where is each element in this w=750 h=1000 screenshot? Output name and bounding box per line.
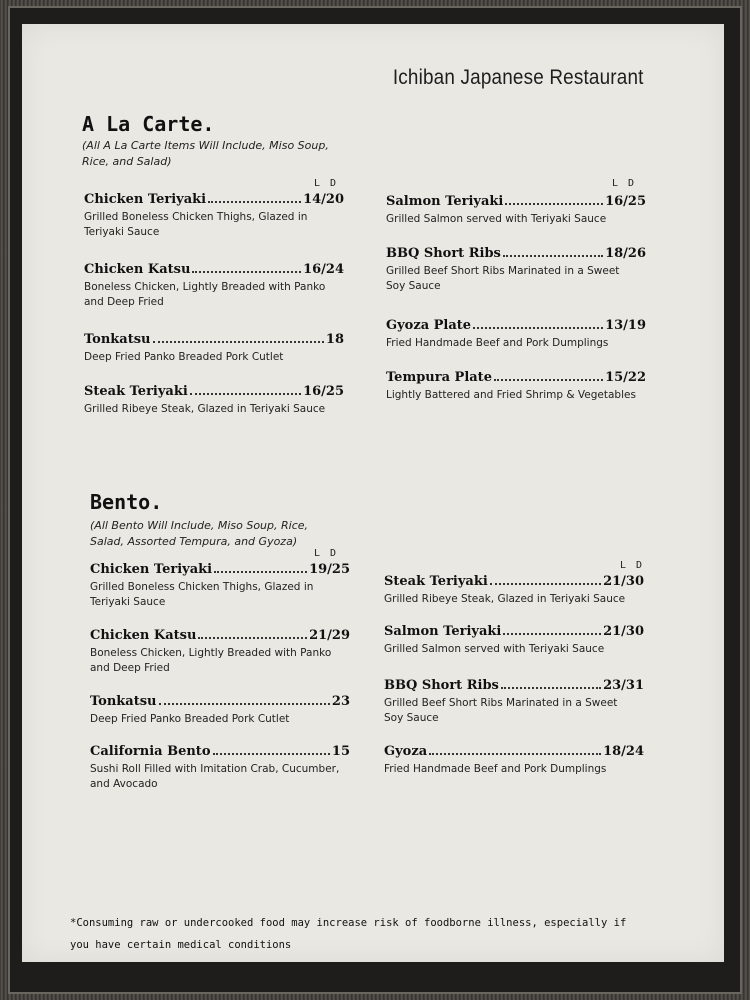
item-price: 21/30 <box>603 574 644 589</box>
menu-item <box>90 744 350 792</box>
item-description: Deep Fried Panko Breaded Pork Cutlet <box>90 713 290 725</box>
dot-leader <box>473 326 603 329</box>
bento-ld-left: L D <box>314 548 339 559</box>
item-description: Grilled Salmon served with Teriyaki Sauce <box>386 213 607 225</box>
menu-item <box>386 246 646 294</box>
item-name: Chicken Katsu <box>90 628 197 643</box>
dot-leader <box>505 202 603 205</box>
dot-leader <box>501 686 601 689</box>
dot-leader <box>208 200 301 203</box>
item-description: Fried Handmade Beef and Pork Dumplings <box>386 337 609 349</box>
item-price: 23/31 <box>603 678 644 693</box>
item-name: California Bento <box>90 744 211 759</box>
dot-leader <box>213 752 330 755</box>
item-name: Chicken Teriyaki <box>84 192 207 207</box>
bento-ld-right: L D <box>620 560 645 571</box>
item-description: Fried Handmade Beef and Pork Dumplings <box>384 763 607 775</box>
menu-item <box>384 744 644 777</box>
menu-item <box>90 628 350 676</box>
menu-item <box>386 194 646 227</box>
item-price: 23 <box>331 694 350 709</box>
dot-leader <box>214 570 307 573</box>
dot-leader <box>159 702 330 705</box>
menu-page <box>22 24 724 962</box>
item-description: Sushi Roll Filled with Imitation Crab, Cucumber, and Avocado <box>90 763 340 790</box>
menu-item <box>386 318 646 351</box>
item-price: 15/22 <box>605 370 646 385</box>
food-safety-disclaimer: *Consuming raw or undercooked food may increase risk of foodborne illness, especially if you have certain medical conditions <box>70 917 627 951</box>
dot-leader <box>192 270 301 273</box>
item-price: 16/25 <box>605 194 646 209</box>
item-name: Salmon Teriyaki <box>384 624 502 639</box>
item-name: Steak Teriyaki <box>384 574 488 589</box>
item-price: 19/25 <box>309 562 350 577</box>
item-description: Boneless Chicken, Lightly Breaded with Panko and Deep Fried <box>90 647 332 674</box>
menu-item <box>84 262 344 310</box>
item-description: Grilled Beef Short Ribs Marinated in a Sweet Soy Sauce <box>386 265 620 292</box>
item-description: Grilled Boneless Chicken Thighs, Glazed in Teriyaki Sauce <box>84 211 308 238</box>
ala-carte-ld-left: L D <box>314 178 339 189</box>
ala-carte-note: (All A La Carte Items Will Include, Miso Soup, Rice, and Salad) <box>82 139 329 168</box>
item-description: Grilled Ribeye Steak, Glazed in Teriyaki Sauce <box>384 593 626 605</box>
dot-leader <box>190 392 301 395</box>
item-name: BBQ Short Ribs <box>384 678 499 693</box>
item-price: 13/19 <box>605 318 646 333</box>
item-name: BBQ Short Ribs <box>386 246 501 261</box>
dot-leader <box>490 582 601 585</box>
item-name: Steak Teriyaki <box>84 384 188 399</box>
item-description: Grilled Boneless Chicken Thighs, Glazed in Teriyaki Sauce <box>90 581 314 608</box>
menu-item <box>84 384 344 417</box>
dot-leader <box>153 340 324 343</box>
item-name: Chicken Teriyaki <box>90 562 213 577</box>
item-name: Gyoza Plate <box>386 318 472 333</box>
item-description: Grilled Salmon served with Teriyaki Sauce <box>384 643 605 655</box>
dot-leader <box>494 378 603 381</box>
menu-item <box>386 370 646 403</box>
item-price: 15 <box>331 744 350 759</box>
item-name: Tonkatsu <box>90 694 157 709</box>
item-price: 18/24 <box>603 744 644 759</box>
item-description: Grilled Ribeye Steak, Glazed in Teriyaki Sauce <box>84 403 326 415</box>
ala-carte-title: A La Carte. <box>82 112 215 136</box>
item-description: Boneless Chicken, Lightly Breaded with Panko and Deep Fried <box>84 281 326 308</box>
restaurant-name: Ichiban Japanese Restaurant <box>393 66 644 89</box>
menu-item <box>84 192 344 240</box>
dot-leader <box>503 632 601 635</box>
item-name: Chicken Katsu <box>84 262 191 277</box>
item-name: Salmon Teriyaki <box>386 194 504 209</box>
menu-item <box>384 678 644 726</box>
dot-leader <box>429 752 601 755</box>
menu-item <box>384 624 644 657</box>
item-price: 21/30 <box>603 624 644 639</box>
item-name: Tempura Plate <box>386 370 492 385</box>
item-price: 16/25 <box>303 384 344 399</box>
item-description: Deep Fried Panko Breaded Pork Cutlet <box>84 351 284 363</box>
menu-item <box>90 694 350 727</box>
item-price: 21/29 <box>309 628 350 643</box>
item-description: Grilled Beef Short Ribs Marinated in a Sweet Soy Sauce <box>384 697 618 724</box>
menu-item <box>384 574 644 607</box>
dot-leader <box>198 636 307 639</box>
item-price: 16/24 <box>303 262 344 277</box>
dot-leader <box>503 254 603 257</box>
bento-note: (All Bento Will Include, Miso Soup, Rice, Salad, Assorted Tempura, and Gyoza) <box>90 519 309 548</box>
item-description: Lightly Battered and Fried Shrimp & Vegetables <box>386 389 636 401</box>
bento-title: Bento. <box>90 490 163 514</box>
item-price: 18 <box>325 332 344 347</box>
menu-item <box>84 332 344 365</box>
item-price: 18/26 <box>605 246 646 261</box>
item-name: Tonkatsu <box>84 332 151 347</box>
ala-carte-ld-right: L D <box>612 178 637 189</box>
item-price: 14/20 <box>303 192 344 207</box>
menu-item <box>90 562 350 610</box>
item-name: Gyoza <box>384 744 428 759</box>
